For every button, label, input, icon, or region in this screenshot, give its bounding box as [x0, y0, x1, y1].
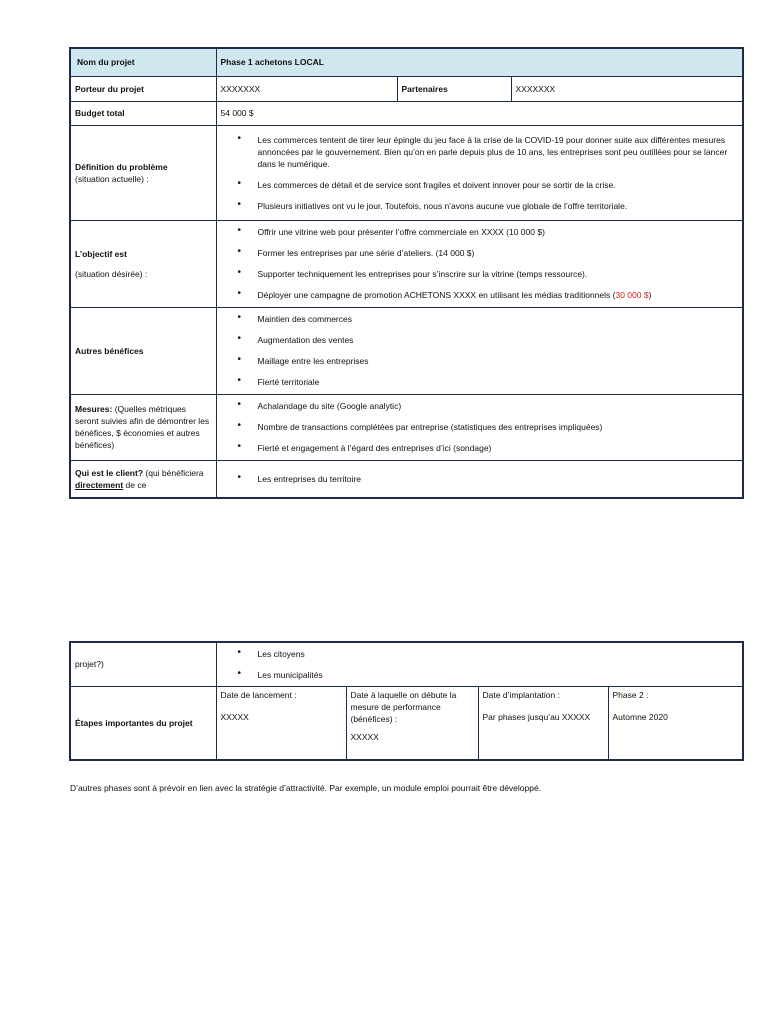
mesures-label-cell	[70, 394, 216, 460]
list-item: • Les commerces tentent de tirer leur épingle du jeu face à la crise de la COVID-19 pour donner suite aux différentes mesures annoncées par le gouvernement. Bien qu’on en parle depuis plus de 10 ans, les entreprises sont peu outillées pour se lancer dans le numérique.	[221, 134, 739, 170]
list-item: • Maintien des commerces	[221, 313, 739, 325]
partenaires-label: Partenaires	[397, 76, 511, 101]
list-item	[221, 289, 739, 301]
definition-label: Définition du problème	[75, 161, 168, 172]
objectif-item4-end: )	[648, 290, 652, 300]
objectif-row	[70, 220, 743, 307]
benefices-row	[70, 307, 743, 394]
client-list	[221, 473, 739, 485]
list-item: • Supporter techniquement les entreprises pour s’inscrire sur la vitrine (temps ressource).	[221, 268, 739, 280]
footer-note: D’autres phases sont à prévoir en lien avec la stratégie d’attractivité. Par exemple, un module emploi pourrait être développé.	[70, 783, 542, 793]
definition-content	[216, 125, 743, 220]
phase2-cell	[608, 686, 743, 760]
list-item: • Nombre de transactions complétées par entreprise (statistiques des entreprises impliquées)	[221, 421, 739, 433]
benefices-label: Autres bénéfices	[70, 307, 216, 394]
mesures-list	[221, 400, 739, 454]
project-charter-table-continued	[69, 641, 744, 761]
list-item: • Les municipalités	[221, 669, 739, 681]
list-item: • Les commerces de détail et de service sont fragiles et doivent innover pour se sortir de la crise.	[221, 179, 739, 191]
budget-value: 54 000 $	[216, 101, 743, 125]
objectif-label: L’objectif est	[75, 248, 127, 259]
budget-label: Budget total	[70, 101, 216, 125]
porteur-value: XXXXXXX	[216, 76, 397, 101]
implantation-label: Date d’implantation :	[482, 689, 560, 700]
list-item: • Augmentation des ventes	[221, 334, 739, 346]
porteur-label: Porteur du projet	[70, 76, 216, 101]
list-item: • Former les entreprises par une série d’ateliers. (14 000 $)	[221, 247, 739, 259]
client-label: Qui est le client?	[75, 467, 144, 478]
client-continued-row	[70, 642, 743, 686]
porteur-row	[70, 76, 743, 101]
definition-list	[221, 134, 739, 212]
mesures-content	[216, 394, 743, 460]
implantation-value: Par phases jusqu’au XXXXX	[482, 711, 591, 722]
mesure-cell	[346, 686, 478, 760]
mesures-row	[70, 394, 743, 460]
list-item: • Achalandage du site (Google analytic)	[221, 400, 739, 412]
objectif-item4-amount: 30 000 $	[615, 290, 649, 300]
project-name-label: Nom du projet	[70, 48, 216, 76]
etapes-label: Étapes importantes du projet	[70, 686, 216, 760]
client-sublabel-1: (qui bénéficiera	[143, 467, 204, 478]
objectif-sublabel: (situation désirée) :	[75, 268, 148, 279]
client-continued-list	[221, 648, 739, 681]
mesure-label: Date à laquelle on débute la mesure de performance (bénéfices) :	[350, 689, 457, 724]
etapes-row	[70, 686, 743, 760]
client-content	[216, 460, 743, 498]
lancement-cell	[216, 686, 346, 760]
mesures-label: Mesures:	[75, 404, 113, 414]
project-name-value: Phase 1 achetons LOCAL	[216, 48, 743, 76]
client-row	[70, 460, 743, 498]
phase2-value: Automne 2020	[612, 711, 668, 722]
list-item: • Les entreprises du territoire	[221, 473, 739, 485]
definition-row	[70, 125, 743, 220]
objectif-item4-text: Déployer une campagne de promotion ACHETONS XXXX en utilisant les médias traditionnels (	[257, 290, 616, 300]
budget-row	[70, 101, 743, 125]
partenaires-value: XXXXXXX	[511, 76, 743, 101]
list-item: • Maillage entre les entreprises	[221, 355, 739, 367]
client-label-cell	[70, 460, 216, 498]
mesure-value: XXXXX	[350, 731, 379, 742]
list-item: • Plusieurs initiatives ont vu le jour. Toutefois, nous n’avons aucune vue globale de l’offre territoriale.	[221, 200, 739, 212]
benefices-list	[221, 313, 739, 388]
objectif-label-cell	[70, 220, 216, 307]
lancement-value: XXXXX	[220, 711, 249, 722]
header-row	[70, 48, 743, 76]
list-item: • Offrir une vitrine web pour présenter l’offre commerciale en XXXX (10 000 $)	[221, 226, 739, 238]
benefices-content	[216, 307, 743, 394]
list-item: • Les citoyens	[221, 648, 739, 660]
definition-label-cell	[70, 125, 216, 220]
client-continued-content	[216, 642, 743, 686]
project-charter-table	[69, 47, 744, 499]
objectif-content	[216, 220, 743, 307]
objectif-list	[221, 226, 739, 301]
implantation-cell	[478, 686, 608, 760]
lancement-label: Date de lancement :	[220, 689, 297, 700]
client-sublabel-2: de ce	[123, 479, 147, 490]
definition-sublabel: (situation actuelle) :	[75, 173, 149, 184]
list-item: • Fierté et engagement à l’égard des entreprises d’ici (sondage)	[221, 442, 739, 454]
mesures-sublabel: (Quelles métriques seront suivies afin de démontrer les bénéfices, $ économies et autres bénéfices)	[75, 404, 210, 450]
client-continued-label: projet?)	[70, 642, 216, 686]
list-item: • Fierté territoriale	[221, 376, 739, 388]
client-underlined: directement	[75, 479, 124, 490]
phase2-label: Phase 2 :	[612, 689, 649, 700]
